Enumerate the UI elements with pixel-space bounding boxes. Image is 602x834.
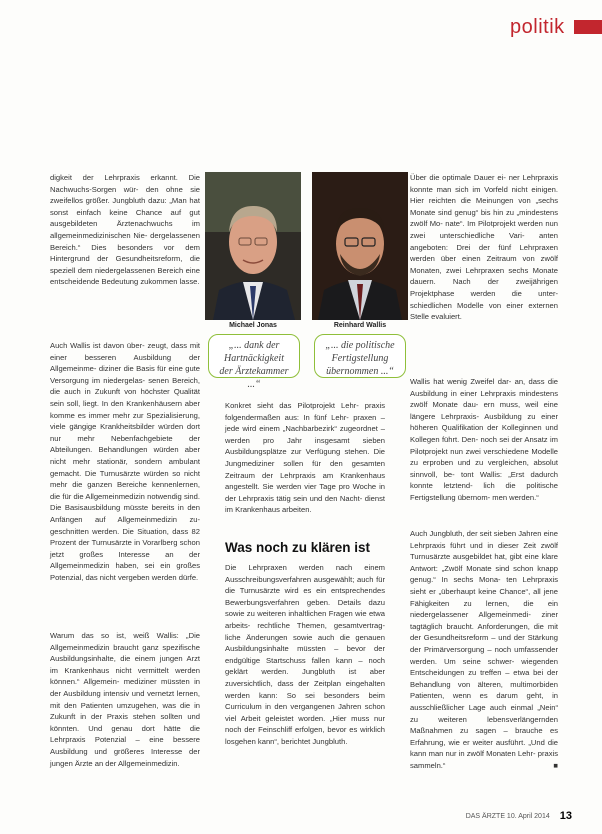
col2-paragraph-2: Die Lehrpraxen werden nach einem Ausschreibungsverfahren ausgewählt; auch für die Turnusärzte wird es ein entsprechendes Bewerbungsverfahren geben. Details dazu sowie zu weiteren inhaltlichen Fragen wie etwa arbeits- rechtliche Themen, gesamtvertrag- liche Änderungen sowie auch die genauen Ausbildungsinhalte müssten – bevor der endgültige Startschuss fallen kann – noch geklärt werden. Jungbluth ist aber zuversichtlich, dass der Zeitplan eingehalten werden kann: So sei besonders beim Curriculum in den vergangenen Jahren schon viel Arbeit geleistet worden. „Hier muss nur noch der Feinschliff erfolgen, bevor es wirklich losgehen kann“, berichtet Jungbluth.	[225, 563, 385, 746]
photo-2-name: Reinhard Wallis	[333, 322, 387, 329]
article-end-mark: ■	[553, 760, 558, 770]
col3-paragraph-3-text: Auch Jungbluth, der seit sieben Jahren eine Lehrpraxis führt und in dieser Zeit zwölf Turnusärzte ausgebildet hat, gibt eine klare Antwort: „Zwölf Monate sind schon knapp genug.“ In sechs Mona- ten Lehrpraxis sieht er „überhaupt keine Chance“, all jene Fähigkeiten zu lernen, die ein niedergelassener Allgemeinmedi- ziner tagtäglich braucht. Anforderungen, die mit der Gesundheitsreform – und der Stärkung der Primärversorgung – noch umfassender werden. Um seine schwer- wiegenden Entscheidungen zu treffen – etwa bei der Behandlung von älteren, multimorbiden Patienten, wenn es darum geht, in ausschließlicher Lage auch einmal „Nein“ zu weiteren lebensverlängernden Maßnahmen zu sagen – brauche es Erfahrung, wie er weiter ausführt. „Und die kann man nur in zwölf Monaten Lehr- praxis sammeln.“	[410, 529, 558, 770]
portrait-1-image	[205, 172, 301, 320]
column-3	[410, 172, 558, 323]
column-2	[225, 400, 385, 516]
portrait-photo-2	[312, 172, 408, 320]
section-title: politik	[510, 15, 565, 38]
footer-publication: DAS ÄRZTE 10. April 2014	[465, 812, 550, 820]
subheading: Was noch zu klären ist	[225, 540, 371, 555]
section-tag	[492, 14, 602, 40]
portrait-photo-1	[205, 172, 301, 320]
col1-paragraph-3: Warum das so ist, weiß Wallis: „Die Allgemeinmedizin braucht ganz spezifische Ausbildungsinhalte, die einem jungen Arzt im Krankenhaus nicht vermittelt werden können.“ Allgemein- mediziner müssten in der Ausbildung intensiv und vernetzt lernen, mit den Patienten umzugehen, was die in Zukunft in der Praxis stehen sollten und könnten. Und genau dort hätte die Lehrpraxis Potenzial – eine bessere Ausbildung und größeres Interesse der jungen Ärzte an der Allgemeinmedizin.	[50, 631, 200, 768]
photo-2-quote: „... die politische Fertigstellung übernommen ...“	[314, 334, 406, 378]
section-accent-bar	[574, 20, 602, 34]
column-1-end	[50, 630, 200, 769]
col3-paragraph-3	[410, 528, 558, 771]
col3-paragraph-2: Wallis hat wenig Zweifel dar- an, dass die Ausbildung in einer Lehrpraxis mindestens zwölf Monate dau- ern muss, weil eine längere Lehrpraxis- Ausbildung zu einer höheren Qualifikation der Kolleginnen und Kollegen führt. Den- noch sei der Ansatz im Pilotprojekt nun zwei verschiedene Modelle zu erproben und zu vergleichen, absolut sinnvoll, be- tont Wallis: „Erst dadurch konnte letztend- lich die politische Fertigstellung übernom- men werden.“	[410, 377, 558, 502]
column-2-continued	[225, 562, 385, 748]
column-3-continued	[410, 376, 558, 504]
col2-paragraph-1: Konkret sieht das Pilotprojekt Lehr- praxis folgendermaßen aus: In fünf Lehr- praxen – jede wird einem „Nachbarbezirk“ zugeordnet – werden pro Jahr insgesamt sieben Ausbildungsplätze zur Verfügung stehen. Die Jungmediziner sollen für den gesamten Zeitraum der Lehrpraxis am Krankenhaus angestellt. Sie werden vier Tage pro Woche in der Lehrpraxis tätig sein und den Nacht- dienst im Krankenhaus arbeiten.	[225, 401, 385, 515]
photo-1-quote: „... dank der Hartnäckigkeit der Ärztekammer ...“	[208, 334, 300, 378]
column-1-continued	[50, 340, 200, 583]
photo-1-name: Michael Jonas	[229, 322, 277, 329]
col3-paragraph-1: Über die optimale Dauer ei- ner Lehrpraxis konnte man sich im Vorfeld nicht einigen. Hier reichten die Meinungen von „sechs Monate sind genug“ bis hin zu „mindestens zwölf Mo- nate“. Im Pilotprojekt werden nun zwei unterschiedliche Vari- anten angeboten: Drei der fünf Lehrpraxen werden über einen Zeitraum von zwölf Monaten, zwei Lehrpraxen sechs Monate dauern. Nach der zweijährigen Projektphase werden die unter- schiedlichen Modelle von einer externen Stelle evaluiert.	[410, 173, 558, 322]
page-number: 13	[559, 810, 572, 822]
portrait-2-image	[312, 172, 408, 320]
column-1	[50, 172, 200, 288]
page-footer	[466, 810, 572, 822]
column-3-end	[410, 528, 558, 771]
col1-paragraph-1: digkeit der Lehrpraxis erkannt. Die Nachwuchs-Sorgen wür- den ohne sie zweifellos größer. Jungbluth dazu: „Man hat sonst einfach keine Chance auf gut ausgebildeten Ärztenachwuchs im allgemeinmedizinischen Nie- dergelassenen Bereich.“ Dies besonders vor dem Hintergrund der Gesundheitsreform, die speziell dem niedergelassenen Bereich eine entscheidende Bedeutung zukommen lasse.	[50, 173, 200, 287]
col1-paragraph-2: Auch Wallis ist davon über- zeugt, dass mit einer besseren Ausbildung der Allgemeinme- diziner die Basis für eine gute Versorgung im niedergelas- senen Bereich, die auch in Zukunft von höchster Qualität sein soll, liegt. In den Krankenhäusern aber komme es immer mehr zur Spezialisierung, viele gängige Krankheitsbilder würden dort nur mehr Nebenfachgebiete der Abteilungen. Behandlungen würden aber nicht mehr stationär, sondern ambulant gemacht. Die Turnusärzte würden so nicht mehr die ganzen Bereiche kennenlernen, die für die Allgemeinmedizin notwendig sind. Die Basisausbildung müsste bereits in den Anfängen auf Allgemeinmedizin zu- geschnitten werden. Die Situation, dass 82 Prozent der Turnusärzte in Vorarlberg schon jetzt großes Interesse an der Allgemeinmedizin haben, sei ein großes Potenzial, das nicht vergeben werden dürfe.	[50, 341, 200, 582]
